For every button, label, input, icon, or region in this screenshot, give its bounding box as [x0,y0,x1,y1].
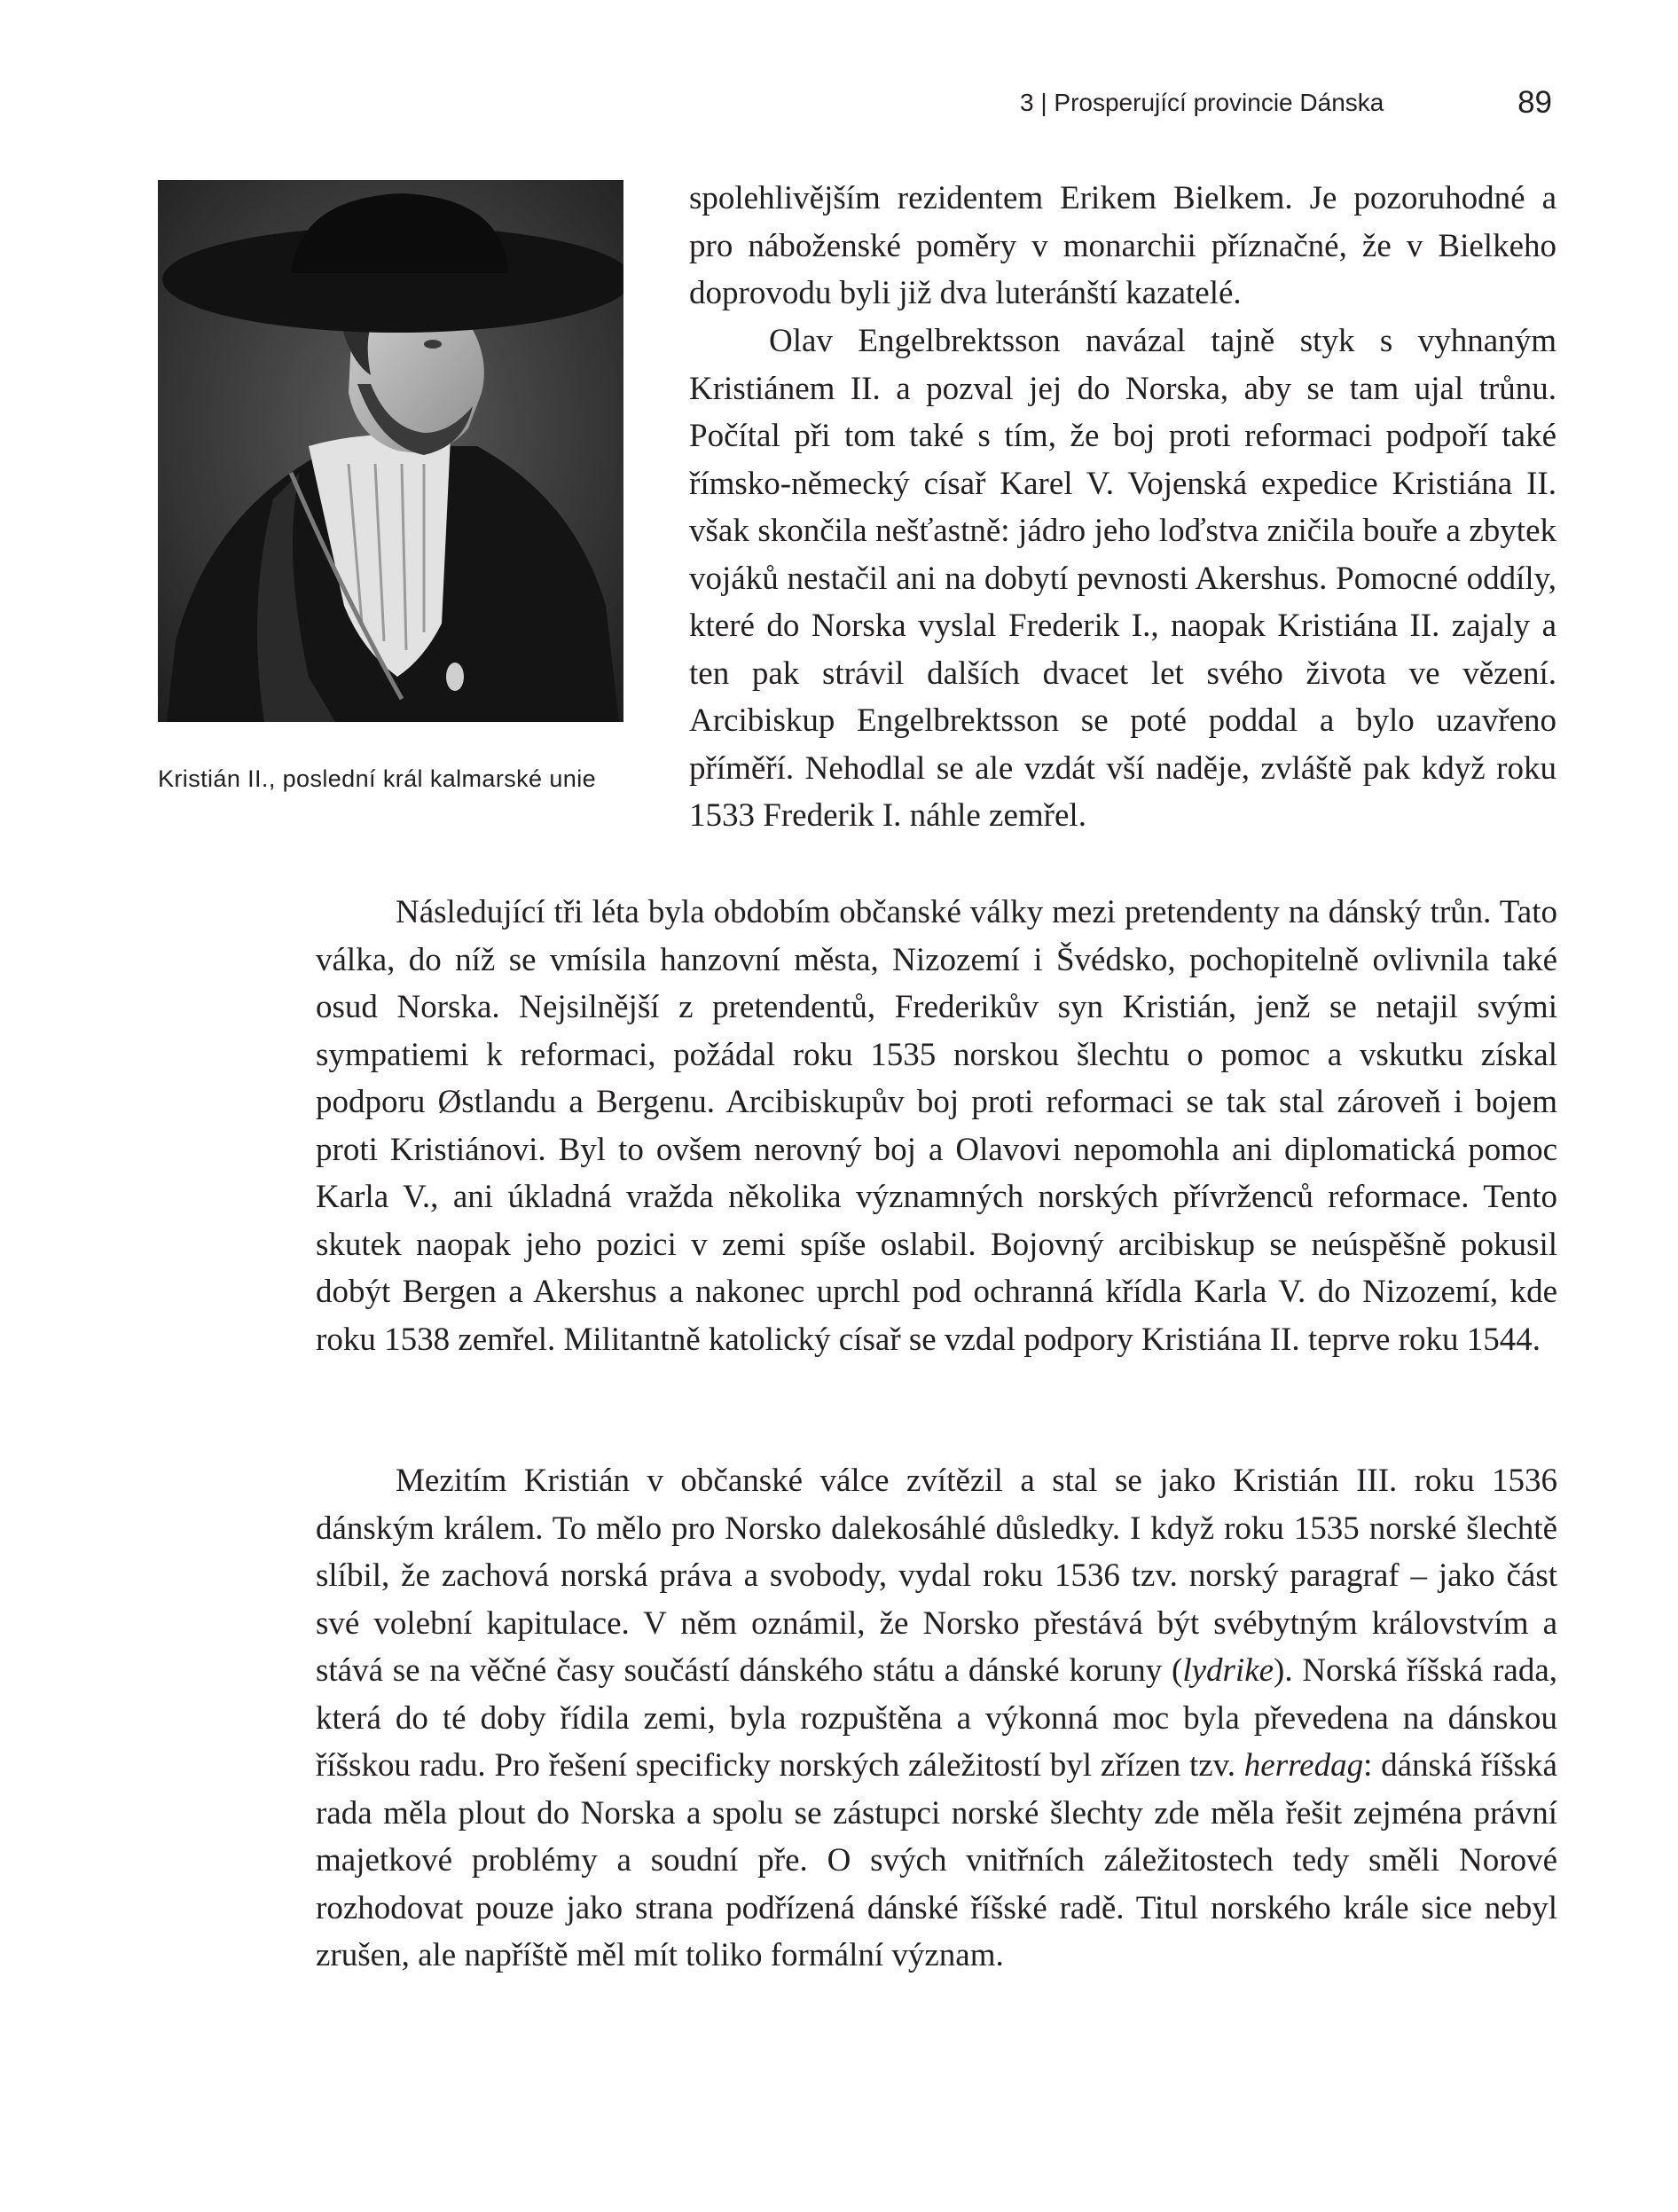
paragraph-3: Následující tři léta byla obdobím občanské války mezi pretendenty na dánský trůn. Tato válka, do níž se vmísila hanzovní města, Nizozemí i Švédsko, pochopitelně ovlivnila také osud Norska. Nejsilnější z pretendentů, Frederikův syn Kristián, jenž se netajil svými sympatiemi k reformaci, požádal roku 1535 norskou šlechtu o pomoc a vskutku získal podporu Østlandu a Bergenu. Arcibiskupův boj proti reformaci se tak stal zároveň i bojem proti Kristiánovi. Byl to ovšem nerovný boj a Olavovi nepomohla ani diplomatická pomoc Karla V., ani úkladná vražda několika významných norských přívrženců reformace. Tento skutek naopak jeho pozici v zemi spíše oslabil. Bojovný arcibiskup se neúspěšně pokusil dobýt Bergen a Akershus a nakonec uprchl pod ochranná křídla Karla V. do Nizozemí, kde roku 1538 zemřel. Militantně katolický císař se vzdal podpory Kristiána II. teprve roku 1544. [316,894,1557,1358]
page-number: 89 [1517,85,1552,120]
paragraph-4-text-2: ). Norská říšská rada, která do té doby řídila zemi, byla rozpuštěna a výkonná moc byla převedena na dánskou říšskou radu. Pro řešení specificky norských záležitostí byl zřízen tzv. [316,1652,1558,1784]
portrait-image [158,180,623,722]
paragraph-4 [316,1457,1557,1980]
running-header [1020,85,1552,129]
paragraph-4-text-1: Mezitím Kristián v občanské válce zvítězil a stal se jako Kristián III. roku 1536 dánským králem. To mělo pro Norsko dalekosáhlé důsledky. I když roku 1535 norské šlechtě slíbil, že zachová norská práva a svobody, vydal roku 1536 tzv. norský paragraf – jako část své volební kapitulace. V něm oznámil, že Norsko přestává být svébytným královstvím a stává se na věčné časy součástí dánského státu a dánské koruny ( [316,1463,1557,1689]
term-herredag: herredag [1243,1747,1364,1784]
paragraph-2: Olav Engelbrektsson navázal tajně styk s vyhnaným Kristiánem II. a pozval jej do Norska, aby se tam ujal trůnu. Počítal při tom také s tím, že boj proti reformaci podpoří také římsko-německý císař Karel V. Vojenská expedice Kristiána II. však skončila nešťastně: jádro jeho loďstva zničila bouře a zbytek vojáků nestačil ani na dobytí pevnosti Akershus. Pomocné oddíly, které do Norska vyslal Frederik I., naopak Kristiána II. zajaly a ten pak strávil dalších dvacet let svého života ve vězení. Arcibiskup Engelbrektsson se poté poddal a bylo uzavřeno příměří. Nehodlal se ale vzdát vší naděje, zvláště pak když roku 1533 Frederik I. náhle zemřel. [689,323,1556,834]
running-title: 3 | Prosperující provincie Dánska [1020,89,1384,116]
paragraph-1: spolehlivějším rezidentem Erikem Bielkem. Je pozoruhodné a pro náboženské poměry v monarchii příznačné, že v Bielkeho doprovodu byli již dva luteránští kazatelé. [689,180,1556,311]
paragraph-4-text-3: : dánská říšská rada měla plout do Norska a spolu se zástupci norské šlechty zde měla řešit zejména právní majetkové problémy a soudní pře. O svých vnitřních záležitostech tedy směli Norové rozhodovat pouze jako strana podřízená dánské říšské radě. Titul norského krále sice nebyl zrušen, ale napříště měl mít toliko formální význam. [316,1747,1557,1973]
figure-caption: Kristián II., poslední král kalmarské unie [158,765,597,792]
term-lydrike: lydrike [1182,1652,1274,1689]
portrait-illustration [158,180,623,722]
